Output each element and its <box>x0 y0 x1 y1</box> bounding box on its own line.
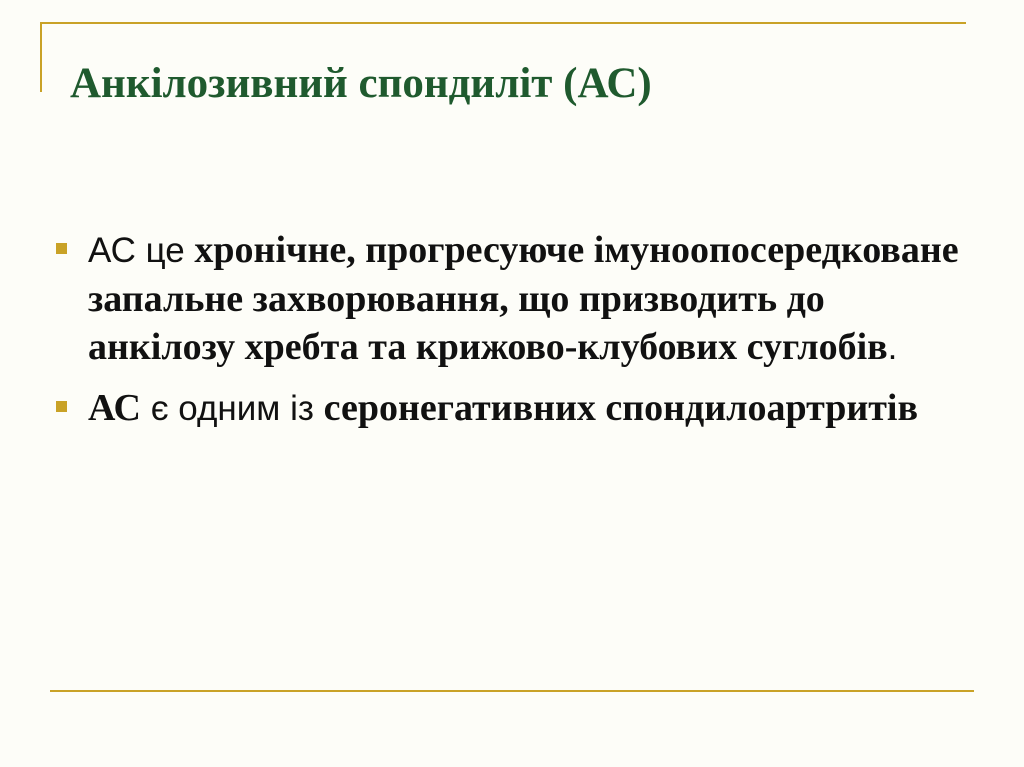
bullet-text-bold: хронічне, прогресуюче імуноопосередковане запальне захворювання, що призводить до анкілозу хребта та крижово-клубових суглобів <box>88 229 959 368</box>
slide-title: Анкілозивний спондиліт (АС) <box>70 60 652 107</box>
left-divider-line <box>40 22 42 92</box>
bottom-divider-line <box>50 690 974 692</box>
bullet-item-classification <box>48 384 978 433</box>
bullet-text-plain: АС це <box>88 231 195 270</box>
bullet-text-bold: серонегативних спондилоартритів <box>323 387 919 429</box>
square-bullet-icon <box>56 401 67 412</box>
bullet-item-definition <box>48 226 978 372</box>
square-bullet-icon <box>56 243 67 254</box>
bullet-text-bold: АС <box>88 387 141 429</box>
bullet-text-plain: . <box>887 328 898 367</box>
bullet-text-plain: є одним із <box>141 389 324 428</box>
bullet-list <box>48 226 978 445</box>
top-divider-line <box>40 22 966 24</box>
